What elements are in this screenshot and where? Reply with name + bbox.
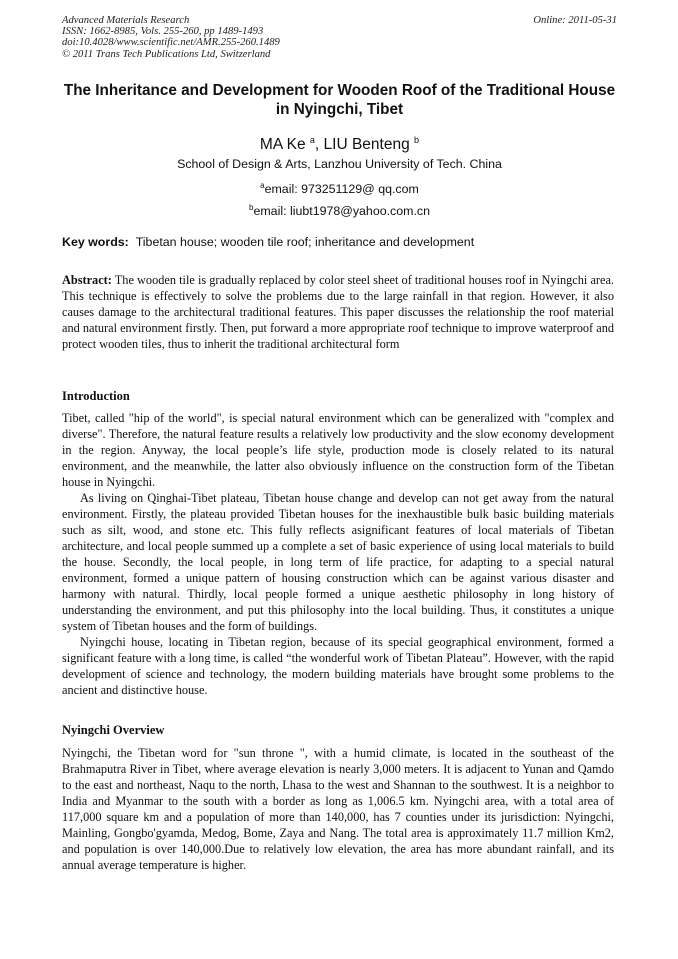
abstract-label: Abstract: [62,273,112,287]
paragraph: Nyingchi house, locating in Tibetan region, because of its special geographical environment, formed a significant feature with a long time, is called “the wonderful work of Tibetan Plateau”. However, with the rapid development of science and technology, the modern building materials have brought some problems to the ancient and distinctive house. [62,635,614,697]
affiliation: School of Design & Arts, Lanzhou University of Tech. China [177,157,502,171]
author-separator: , [314,136,324,153]
section-heading-introduction: Introduction [62,389,130,403]
email-mark: b [249,203,254,212]
abstract-text: The wooden tile is gradually replaced by color steel sheet of traditional houses roof in Nyingchi area. This technique is effectively to solve the problems due to the large rainfall in that region. However, it also causes damage to the architectural traditional features. This paper discusses the relationship the roof material and natural environment firstly. Then, put forward a more appropriate roof technique to improve waterproof and protect wooden tiles, thus to inherit the traditional architectural form [62,273,614,351]
paragraph: As living on Qinghai-Tibet plateau, Tibetan house change and develop can not get away from the natural environment. Firstly, the plateau provided Tibetan houses for the inexhaustible bulk basic building materials such as silt, wood, and stone etc. This fully reflects asignificant features of local materials of Tibetan architecture, and local people summed up a complete a set of basic experience of using local materials to build the house. Secondly, the local people, in long term of life practice, for adapting to a special natural environment, formed a unique pattern of housing construction which can be against various disaster and harmony with natural. Thirdly, local people formed a unique aesthetic philosophy in long history of understanding the environment, and put this philosophy into the local building. Thus, it constitutes a unique system of Tibetan houses and the form of buildings. [62,491,614,633]
paragraph: Nyingchi, the Tibetan word for "sun throne ", with a humid climate, is located in the southeast of the Brahmaputra River in Tibet, where average elevation is nearly 3,000 meters. It is adjacent to Yunan and Qamdo to the east and northeast, Naqu to the north, Lhasa to the west and Shannan to the southwest. It is a neighbor to India and Myanmar to the south with a border as long as 1,006.5 km. Nyingchi area, with a total area of 117,000 square km and a population of more than 140,000, has 7 counties under its jurisdiction: Nyingchi, Mainling, Gongbo'gyamda, Medog, Bome, Zaya and Nang. The total area is approximately 11.7 million Km2, and population is over 140,000.Due to relatively low elevation, the area has more abundant rainfall, and its annual average temperature is higher. [62,746,614,872]
email-text: email: liubt1978@yahoo.com.cn [253,204,430,218]
journal-name: Advanced Materials Research [62,15,190,26]
journal-copyright: © 2011 Trans Tech Publications Ltd, Switzerland [62,48,271,60]
keywords-label: Key words: [62,235,129,249]
overview-body [62,745,614,873]
paper-title: The Inheritance and Development for Wooden Roof of the Traditional House in Nyingchi, Tibet [63,82,616,118]
author-name: MA Ke [259,136,306,153]
online-date: Online: 2011-05-31 [533,15,617,26]
author-line [62,130,617,155]
journal-doi: doi:10.4028/www.scientific.net/AMR.255-260.1489 [62,37,280,49]
journal-issn: ISSN: 1662-8985, Vols. 255-260, pp 1489-1493 [62,26,264,38]
keywords [62,234,622,250]
author-mark: b [414,135,420,145]
email-line [62,200,617,219]
author-mark: a [309,135,315,145]
abstract [62,272,614,352]
paragraph: Tibet, called "hip of the world", is special natural environment which can be generalized with "complex and diverse". Therefore, the natural feature results a relatively low productivity and the slow economy development in the region. Anyway, the local people’s life style, production mode is closely related to its natural environment, and the meanwhile, the latter also obviously influence on the construction form of the Tibetan house in Nyingchi. [62,411,614,489]
section-heading-overview: Nyingchi Overview [62,723,165,737]
keywords-text: Tibetan house; wooden tile roof; inheritance and development [135,235,475,249]
introduction-body [62,410,614,698]
journal-header [62,15,617,60]
author-name: LIU Benteng [323,136,410,153]
email-line [62,178,617,197]
email-mark: a [260,181,265,190]
email-text: email: 973251129@ qq.com [264,182,419,196]
